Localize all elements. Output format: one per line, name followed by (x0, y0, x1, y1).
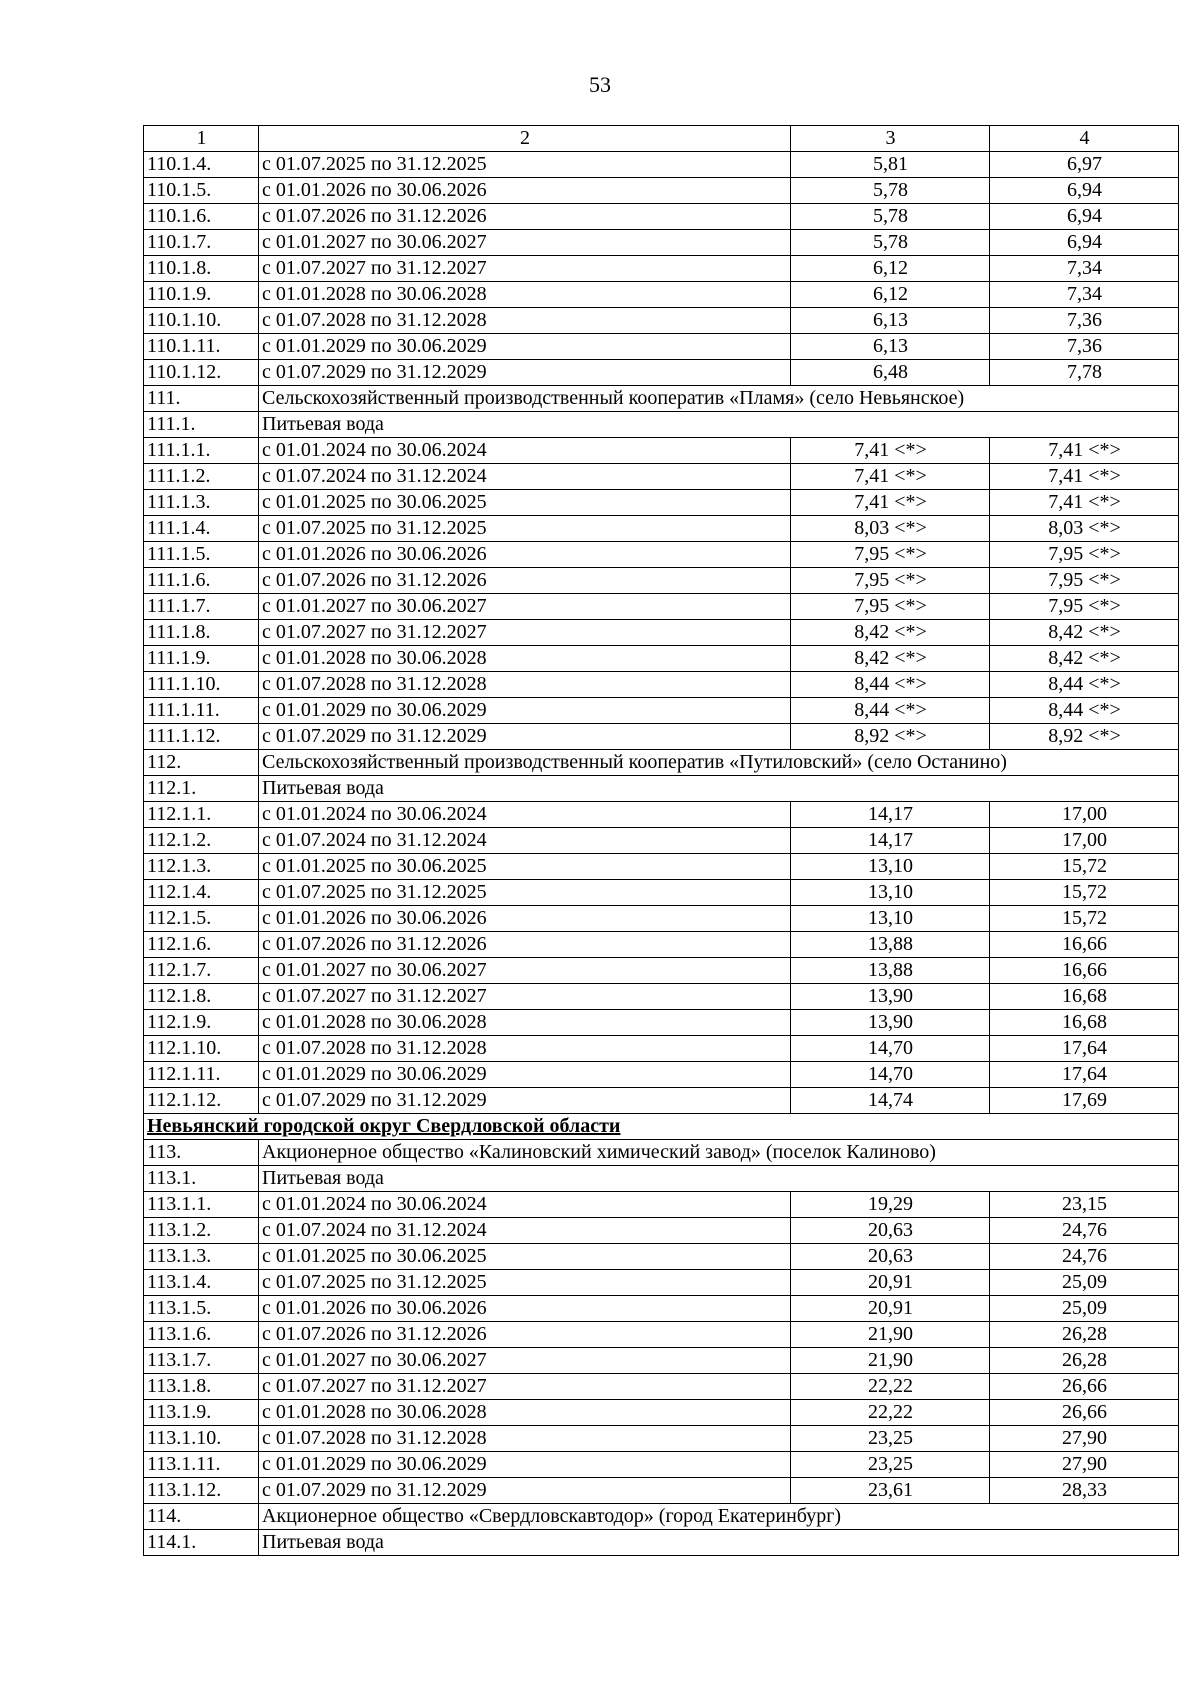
row-number: 112.1.4. (144, 880, 259, 906)
tariff-row (144, 906, 1179, 932)
tariff-row (144, 880, 1179, 906)
tariff-row (144, 958, 1179, 984)
row-number: 110.1.6. (144, 204, 259, 230)
tariff-row (144, 1348, 1179, 1374)
row-number: 111.1.1. (144, 438, 259, 464)
tariff-value-col3: 13,88 (791, 958, 990, 984)
tariff-row (144, 1062, 1179, 1088)
row-number: 113.1.11. (144, 1452, 259, 1478)
row-number: 112.1.6. (144, 932, 259, 958)
tariff-value-col4: 8,44 <*> (990, 698, 1179, 724)
period-cell: с 01.07.2026 по 31.12.2026 (259, 932, 791, 958)
tariff-value-col3: 7,41 <*> (791, 490, 990, 516)
row-number: 112.1.3. (144, 854, 259, 880)
service-name: Питьевая вода (259, 1530, 1179, 1556)
tariff-value-col3: 14,17 (791, 802, 990, 828)
tariff-row (144, 1478, 1179, 1504)
period-cell: с 01.07.2028 по 31.12.2028 (259, 672, 791, 698)
tariff-value-col4: 17,00 (990, 802, 1179, 828)
tariff-value-col4: 7,41 <*> (990, 490, 1179, 516)
tariff-row (144, 568, 1179, 594)
tariff-value-col3: 13,10 (791, 880, 990, 906)
row-number: 113.1.10. (144, 1426, 259, 1452)
row-number: 113.1.5. (144, 1296, 259, 1322)
tariff-value-col3: 22,22 (791, 1374, 990, 1400)
tariff-row (144, 1244, 1179, 1270)
tariff-value-col4: 15,72 (990, 906, 1179, 932)
tariff-value-col3: 7,95 <*> (791, 568, 990, 594)
tariff-value-col4: 16,66 (990, 932, 1179, 958)
period-cell: с 01.07.2028 по 31.12.2028 (259, 308, 791, 334)
service-name: Питьевая вода (259, 412, 1179, 438)
row-number: 111.1.5. (144, 542, 259, 568)
row-number: 111.1.6. (144, 568, 259, 594)
tariff-value-col3: 14,74 (791, 1088, 990, 1114)
period-cell: с 01.07.2025 по 31.12.2025 (259, 880, 791, 906)
period-cell: с 01.07.2024 по 31.12.2024 (259, 464, 791, 490)
tariff-value-col4: 7,34 (990, 282, 1179, 308)
tariff-value-col3: 7,95 <*> (791, 594, 990, 620)
period-cell: с 01.01.2025 по 30.06.2025 (259, 1244, 791, 1270)
period-cell: с 01.07.2026 по 31.12.2026 (259, 204, 791, 230)
tariff-row (144, 490, 1179, 516)
tariff-row (144, 1036, 1179, 1062)
tariff-value-col3: 21,90 (791, 1348, 990, 1374)
period-cell: с 01.07.2028 по 31.12.2028 (259, 1036, 791, 1062)
period-cell: с 01.01.2028 по 30.06.2028 (259, 1400, 791, 1426)
period-cell: с 01.07.2027 по 31.12.2027 (259, 1374, 791, 1400)
period-cell: с 01.07.2026 по 31.12.2026 (259, 568, 791, 594)
tariff-value-col3: 7,95 <*> (791, 542, 990, 568)
period-cell: с 01.01.2029 по 30.06.2029 (259, 1452, 791, 1478)
period-cell: с 01.01.2025 по 30.06.2025 (259, 854, 791, 880)
tariff-value-col3: 21,90 (791, 1322, 990, 1348)
row-number: 113.1.8. (144, 1374, 259, 1400)
period-cell: с 01.07.2029 по 31.12.2029 (259, 1088, 791, 1114)
tariff-row (144, 152, 1179, 178)
period-cell: с 01.07.2025 по 31.12.2025 (259, 1270, 791, 1296)
organization-name: Сельскохозяйственный производственный кооператив «Пламя» (село Невьянское) (259, 386, 1179, 412)
row-number: 111.1.11. (144, 698, 259, 724)
tariff-value-col4: 24,76 (990, 1218, 1179, 1244)
tariff-value-col3: 13,88 (791, 932, 990, 958)
period-cell: с 01.07.2028 по 31.12.2028 (259, 1426, 791, 1452)
region-name: Невьянский городской округ Свердловской области (144, 1114, 1179, 1140)
period-cell: с 01.01.2028 по 30.06.2028 (259, 646, 791, 672)
tariff-value-col3: 13,10 (791, 854, 990, 880)
tariff-value-col3: 5,78 (791, 230, 990, 256)
period-cell: с 01.01.2024 по 30.06.2024 (259, 438, 791, 464)
tariff-value-col4: 7,78 (990, 360, 1179, 386)
row-number: 110.1.7. (144, 230, 259, 256)
tariff-row (144, 1218, 1179, 1244)
tariff-value-col3: 22,22 (791, 1400, 990, 1426)
tariff-value-col4: 7,95 <*> (990, 568, 1179, 594)
row-number: 112.1.8. (144, 984, 259, 1010)
tariff-value-col4: 24,76 (990, 1244, 1179, 1270)
service-row (144, 412, 1179, 438)
service-name: Питьевая вода (259, 1166, 1179, 1192)
period-cell: с 01.01.2027 по 30.06.2027 (259, 594, 791, 620)
row-number: 111.1.2. (144, 464, 259, 490)
tariff-value-col4: 16,66 (990, 958, 1179, 984)
period-cell: с 01.07.2024 по 31.12.2024 (259, 828, 791, 854)
row-number: 110.1.5. (144, 178, 259, 204)
period-cell: с 01.01.2029 по 30.06.2029 (259, 1062, 791, 1088)
tariff-value-col4: 8,92 <*> (990, 724, 1179, 750)
tariff-value-col4: 8,42 <*> (990, 646, 1179, 672)
period-cell: с 01.01.2025 по 30.06.2025 (259, 490, 791, 516)
tariff-table-body (144, 126, 1179, 1556)
row-number: 113.1.12. (144, 1478, 259, 1504)
row-number: 113.1.7. (144, 1348, 259, 1374)
tariff-value-col3: 8,44 <*> (791, 698, 990, 724)
tariff-row (144, 932, 1179, 958)
tariff-value-col3: 5,78 (791, 204, 990, 230)
tariff-value-col3: 6,13 (791, 308, 990, 334)
tariff-value-col3: 23,25 (791, 1452, 990, 1478)
row-number: 111.1.7. (144, 594, 259, 620)
tariff-value-col3: 7,41 <*> (791, 438, 990, 464)
tariff-value-col3: 19,29 (791, 1192, 990, 1218)
row-number: 110.1.8. (144, 256, 259, 282)
row-number: 112.1.2. (144, 828, 259, 854)
tariff-value-col3: 23,25 (791, 1426, 990, 1452)
row-number: 111.1.3. (144, 490, 259, 516)
period-cell: с 01.07.2029 по 31.12.2029 (259, 724, 791, 750)
tariff-value-col4: 17,00 (990, 828, 1179, 854)
tariff-value-col3: 20,63 (791, 1244, 990, 1270)
tariff-value-col4: 26,28 (990, 1348, 1179, 1374)
tariff-value-col3: 8,42 <*> (791, 646, 990, 672)
tariff-value-col4: 7,34 (990, 256, 1179, 282)
tariff-row (144, 1322, 1179, 1348)
tariff-value-col4: 7,95 <*> (990, 594, 1179, 620)
tariff-value-col3: 6,13 (791, 334, 990, 360)
tariff-row (144, 1452, 1179, 1478)
tariff-value-col4: 26,66 (990, 1374, 1179, 1400)
row-number: 113.1.3. (144, 1244, 259, 1270)
tariff-value-col4: 6,97 (990, 152, 1179, 178)
row-number: 112.1.10. (144, 1036, 259, 1062)
period-cell: с 01.07.2027 по 31.12.2027 (259, 620, 791, 646)
period-cell: с 01.07.2025 по 31.12.2025 (259, 152, 791, 178)
tariff-value-col3: 13,10 (791, 906, 990, 932)
tariff-value-col4: 7,95 <*> (990, 542, 1179, 568)
tariff-value-col3: 5,78 (791, 178, 990, 204)
row-number: 112.1.7. (144, 958, 259, 984)
period-cell: с 01.01.2029 по 30.06.2029 (259, 334, 791, 360)
tariff-value-col4: 17,64 (990, 1036, 1179, 1062)
period-cell: с 01.01.2028 по 30.06.2028 (259, 282, 791, 308)
organization-name: Сельскохозяйственный производственный кооператив «Путиловский» (село Останино) (259, 750, 1179, 776)
row-number: 113.1.4. (144, 1270, 259, 1296)
tariff-value-col4: 25,09 (990, 1270, 1179, 1296)
period-cell: с 01.01.2026 по 30.06.2026 (259, 178, 791, 204)
tariff-row (144, 1374, 1179, 1400)
row-number: 112.1.11. (144, 1062, 259, 1088)
tariff-value-col4: 8,42 <*> (990, 620, 1179, 646)
tariff-value-col3: 20,63 (791, 1218, 990, 1244)
tariff-value-col4: 15,72 (990, 854, 1179, 880)
row-number: 113.1.1. (144, 1192, 259, 1218)
tariff-value-col4: 6,94 (990, 204, 1179, 230)
organization-row (144, 1504, 1179, 1530)
tariff-row (144, 204, 1179, 230)
tariff-row (144, 828, 1179, 854)
period-cell: с 01.07.2025 по 31.12.2025 (259, 516, 791, 542)
tariff-value-col3: 8,42 <*> (791, 620, 990, 646)
period-cell: с 01.01.2024 по 30.06.2024 (259, 802, 791, 828)
tariff-value-col3: 5,81 (791, 152, 990, 178)
tariff-row (144, 1426, 1179, 1452)
tariff-value-col4: 26,28 (990, 1322, 1179, 1348)
tariff-value-col3: 7,41 <*> (791, 464, 990, 490)
row-number: 111.1.12. (144, 724, 259, 750)
tariff-row (144, 464, 1179, 490)
period-cell: с 01.07.2029 по 31.12.2029 (259, 360, 791, 386)
tariff-row (144, 984, 1179, 1010)
tariff-value-col4: 7,41 <*> (990, 464, 1179, 490)
tariff-row (144, 1400, 1179, 1426)
tariff-value-col4: 6,94 (990, 178, 1179, 204)
tariff-value-col3: 8,03 <*> (791, 516, 990, 542)
row-number: 113.1.6. (144, 1322, 259, 1348)
period-cell: с 01.01.2024 по 30.06.2024 (259, 1192, 791, 1218)
tariff-row (144, 282, 1179, 308)
tariff-row (144, 1270, 1179, 1296)
period-cell: с 01.01.2027 по 30.06.2027 (259, 1348, 791, 1374)
tariff-value-col4: 17,69 (990, 1088, 1179, 1114)
organization-row (144, 1140, 1179, 1166)
tariff-row (144, 542, 1179, 568)
column-number-3: 3 (791, 126, 990, 152)
period-cell: с 01.07.2029 по 31.12.2029 (259, 1478, 791, 1504)
period-cell: с 01.01.2028 по 30.06.2028 (259, 1010, 791, 1036)
tariff-value-col3: 14,70 (791, 1036, 990, 1062)
page-number: 53 (589, 72, 611, 97)
tariff-value-col4: 16,68 (990, 1010, 1179, 1036)
tariff-value-col4: 17,64 (990, 1062, 1179, 1088)
tariff-value-col4: 8,44 <*> (990, 672, 1179, 698)
column-number-4: 4 (990, 126, 1179, 152)
tariff-row (144, 178, 1179, 204)
tariff-value-col4: 7,41 <*> (990, 438, 1179, 464)
organization-name: Акционерное общество «Свердловскавтодор» (город Екатеринбург) (259, 1504, 1179, 1530)
tariff-row (144, 802, 1179, 828)
row-number: 111.1.4. (144, 516, 259, 542)
organization-row (144, 750, 1179, 776)
tariff-value-col3: 14,70 (791, 1062, 990, 1088)
tariff-row (144, 1010, 1179, 1036)
row-number: 114. (144, 1504, 259, 1530)
tariff-value-col3: 6,48 (791, 360, 990, 386)
period-cell: с 01.01.2029 по 30.06.2029 (259, 698, 791, 724)
row-number: 112.1.1. (144, 802, 259, 828)
row-number: 110.1.9. (144, 282, 259, 308)
tariff-row (144, 698, 1179, 724)
column-number-2: 2 (259, 126, 791, 152)
tariff-row (144, 646, 1179, 672)
period-cell: с 01.01.2027 по 30.06.2027 (259, 958, 791, 984)
tariff-value-col4: 7,36 (990, 334, 1179, 360)
tariff-row (144, 334, 1179, 360)
tariff-value-col4: 27,90 (990, 1426, 1179, 1452)
row-number: 110.1.4. (144, 152, 259, 178)
tariff-value-col4: 23,15 (990, 1192, 1179, 1218)
tariff-value-col4: 16,68 (990, 984, 1179, 1010)
column-number-row (144, 126, 1179, 152)
organization-row (144, 386, 1179, 412)
row-number: 112.1.12. (144, 1088, 259, 1114)
row-number: 113.1. (144, 1166, 259, 1192)
region-row (144, 1114, 1179, 1140)
tariff-row (144, 230, 1179, 256)
service-row (144, 776, 1179, 802)
tariff-row (144, 360, 1179, 386)
tariff-value-col3: 8,44 <*> (791, 672, 990, 698)
service-row (144, 1530, 1179, 1556)
service-name: Питьевая вода (259, 776, 1179, 802)
period-cell: с 01.01.2026 по 30.06.2026 (259, 1296, 791, 1322)
period-cell: с 01.07.2024 по 31.12.2024 (259, 1218, 791, 1244)
tariff-row (144, 516, 1179, 542)
period-cell: с 01.01.2026 по 30.06.2026 (259, 906, 791, 932)
tariff-value-col3: 6,12 (791, 256, 990, 282)
row-number: 113. (144, 1140, 259, 1166)
row-number: 111.1. (144, 412, 259, 438)
tariff-value-col3: 13,90 (791, 984, 990, 1010)
tariff-value-col4: 15,72 (990, 880, 1179, 906)
period-cell: с 01.07.2026 по 31.12.2026 (259, 1322, 791, 1348)
tariff-row (144, 854, 1179, 880)
tariff-value-col3: 13,90 (791, 1010, 990, 1036)
tariff-value-col4: 7,36 (990, 308, 1179, 334)
tariff-value-col4: 6,94 (990, 230, 1179, 256)
row-number: 111.1.8. (144, 620, 259, 646)
tariff-value-col3: 20,91 (791, 1296, 990, 1322)
tariff-row (144, 724, 1179, 750)
tariff-row (144, 594, 1179, 620)
period-cell: с 01.01.2026 по 30.06.2026 (259, 542, 791, 568)
row-number: 110.1.12. (144, 360, 259, 386)
row-number: 110.1.10. (144, 308, 259, 334)
row-number: 114.1. (144, 1530, 259, 1556)
tariff-row (144, 1192, 1179, 1218)
row-number: 112.1. (144, 776, 259, 802)
tariff-value-col3: 8,92 <*> (791, 724, 990, 750)
row-number: 113.1.2. (144, 1218, 259, 1244)
tariff-value-col4: 25,09 (990, 1296, 1179, 1322)
row-number: 112. (144, 750, 259, 776)
tariff-row (144, 1296, 1179, 1322)
row-number: 111.1.10. (144, 672, 259, 698)
organization-name: Акционерное общество «Калиновский химический завод» (поселок Калиново) (259, 1140, 1179, 1166)
tariff-row (144, 308, 1179, 334)
period-cell: с 01.07.2027 по 31.12.2027 (259, 984, 791, 1010)
column-number-1: 1 (144, 126, 259, 152)
tariff-row (144, 256, 1179, 282)
tariff-value-col3: 20,91 (791, 1270, 990, 1296)
row-number: 112.1.5. (144, 906, 259, 932)
tariff-row (144, 620, 1179, 646)
row-number: 112.1.9. (144, 1010, 259, 1036)
tariff-row (144, 672, 1179, 698)
tariff-value-col4: 26,66 (990, 1400, 1179, 1426)
tariff-value-col3: 6,12 (791, 282, 990, 308)
tariff-row (144, 1088, 1179, 1114)
row-number: 110.1.11. (144, 334, 259, 360)
tariff-value-col3: 14,17 (791, 828, 990, 854)
tariff-row (144, 438, 1179, 464)
tariff-table (143, 125, 1179, 1556)
period-cell: с 01.07.2027 по 31.12.2027 (259, 256, 791, 282)
row-number: 111. (144, 386, 259, 412)
tariff-value-col4: 28,33 (990, 1478, 1179, 1504)
period-cell: с 01.01.2027 по 30.06.2027 (259, 230, 791, 256)
service-row (144, 1166, 1179, 1192)
tariff-value-col4: 8,03 <*> (990, 516, 1179, 542)
tariff-value-col3: 23,61 (791, 1478, 990, 1504)
row-number: 113.1.9. (144, 1400, 259, 1426)
row-number: 111.1.9. (144, 646, 259, 672)
tariff-value-col4: 27,90 (990, 1452, 1179, 1478)
